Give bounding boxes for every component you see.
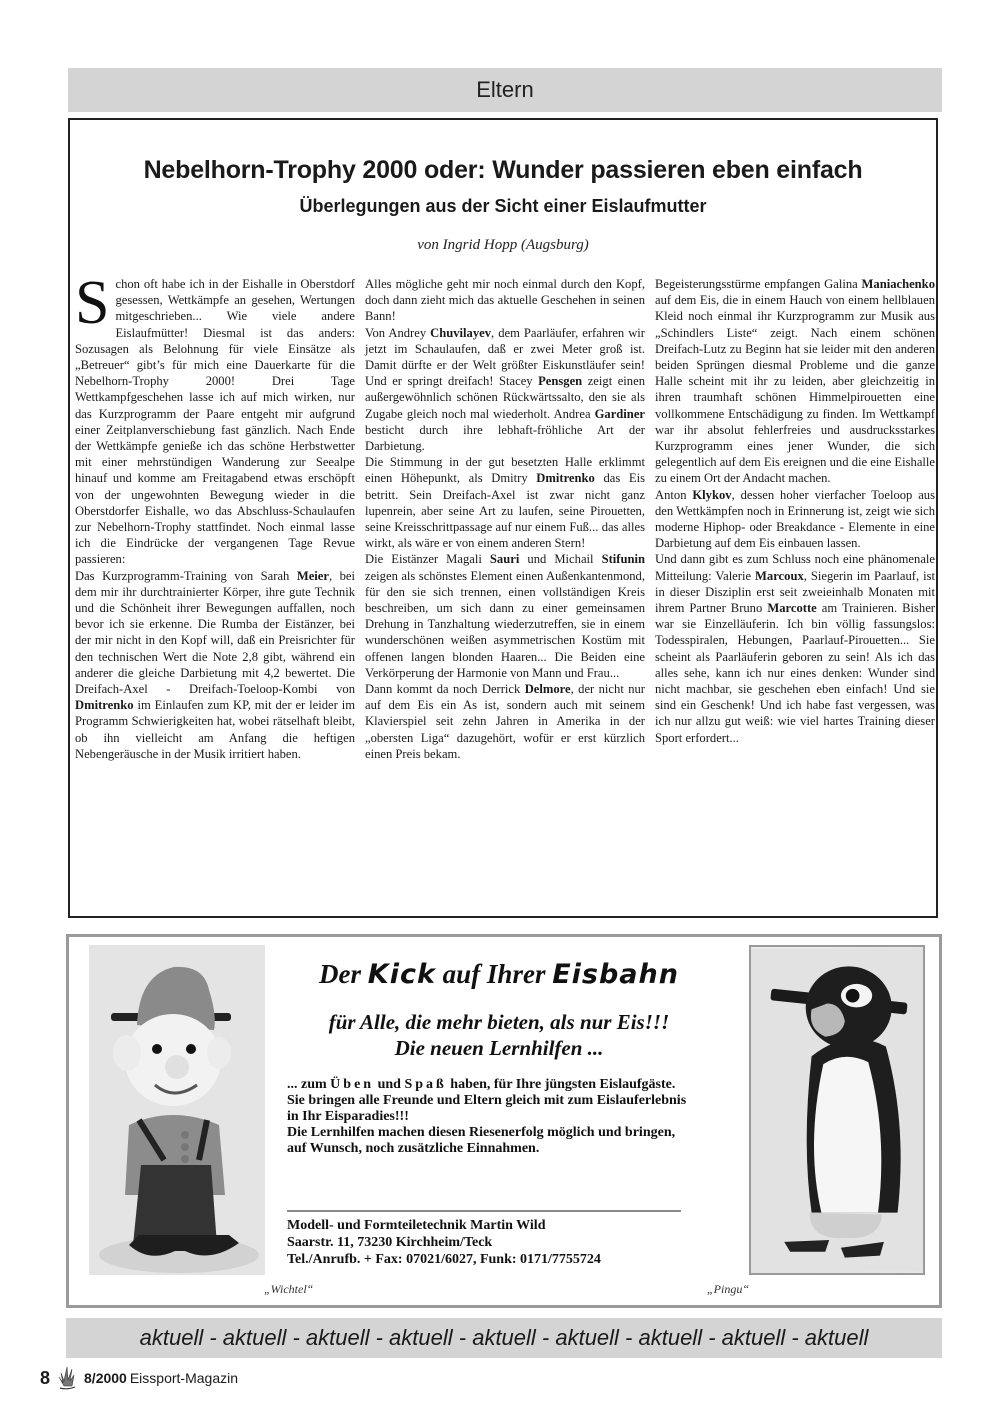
- ad-body: [287, 1077, 687, 1157]
- text-run: , dem Paarläufer, erfahren wir jetzt im Schaulaufen, daß er zwei Meter groß ist. Damit dürfte er der Welt größter Eiskunstläufer sein! Und er springt dreifach! Stacey: [365, 325, 646, 389]
- article-paragraph: [655, 551, 935, 745]
- skater-name: Gardiner: [594, 406, 645, 421]
- text-run: und Michail: [519, 552, 602, 567]
- ad-body-intro: [287, 1077, 687, 1093]
- magazine-name: Eissport-Magazin: [129, 1370, 238, 1386]
- article: [68, 118, 938, 918]
- text-run: im Einlaufen zum KP, mit der er leider im Programm Schwierigkeiten hat, wobei rätselhaft bleibt, ob ihn vielleicht am Anfang die heftigen Nebengeräusche in der Musik irritiert haben.: [75, 698, 355, 761]
- skater-name: Dmitrenko: [75, 698, 134, 713]
- ad-headline-der: Der: [319, 959, 362, 989]
- skater-name: Marcoux: [755, 568, 804, 583]
- skater-name: Klykov: [692, 487, 732, 502]
- text-run: Alles mögliche geht mir noch einmal durch den Kopf, doch dann zieht mich das aktuelle Geschehen in seinen Bann!: [365, 277, 645, 324]
- text-run: besticht durch ihre lebhaft-fröhliche Art der Darbietung.: [365, 422, 645, 454]
- photo-caption-wichtel: „Wichtel“: [264, 1282, 314, 1296]
- text-run: , der nicht nur auf dem Eis ein As ist, sondern auch mit seinem Klavierspiel seit zehn Jahren in Amerika in der „obersten Liga“ dazugehört, wofür er erst kürzlich einen Preis bekam.: [365, 682, 645, 761]
- ad-tagline-line-2: Die neuen Lernhilfen ...: [394, 1036, 604, 1060]
- ad-body-intro-uben: Üben: [330, 1077, 375, 1092]
- ad-headline: [269, 959, 729, 990]
- text-run: Dann kommt da noch Derrick: [365, 682, 525, 697]
- ad-headline-kick: Kick: [367, 959, 436, 990]
- text-run: Das Kurzprogramm-Training von Sarah: [75, 568, 297, 583]
- ad-contact-phone: Tel./Anrufb. + Fax: 07021/6027, Funk: 0171/7755724: [287, 1252, 601, 1267]
- article-column: [365, 276, 645, 762]
- text-run: Von Andrey: [365, 325, 431, 340]
- skater-name: Delmore: [524, 682, 571, 697]
- ad-headline-middle: auf Ihrer: [442, 959, 546, 989]
- skater-name: Maniachenko: [861, 277, 935, 291]
- gnome-figure-image: [89, 945, 265, 1275]
- text-run: Begeisterungsstürme empfangen Galina: [655, 277, 862, 291]
- text-run: Die Eistänzer Magali: [365, 552, 490, 567]
- article-paragraph: [365, 454, 645, 551]
- article-byline: von Ingrid Hopp (Augsburg): [417, 237, 589, 253]
- text-run: das Eis betritt. Sein Dreifach-Axel ist zwar nicht ganz lupenrein, aber seine Art zu laufen, seine Pirouetten, seine Kreisschrittpassage auf nur einem Fuß... das alles wirkt, als wäre er von einem anderen Stern!: [365, 471, 645, 551]
- ad-contact-company: Modell- und Formteiletechnik Martin Wild: [287, 1218, 546, 1233]
- section-title: Eltern: [476, 77, 534, 102]
- drop-cap: S: [75, 269, 110, 337]
- article-paragraph: [655, 276, 935, 487]
- article-headline: Nebelhorn-Trophy 2000 oder: Wunder passieren eben einfach: [143, 156, 863, 184]
- skater-name: Chuvilayev: [430, 325, 492, 340]
- article-paragraph: [365, 681, 645, 762]
- text-run: am Trainieren. Bisher war sie Einzelläuferin. Ich bin völlig fassungslos: Todesspiralen, Hebungen, Paarlauf-Pirouetten... Sie scheint als Paarläuferin geboren zu sein! Als ich das alles sehe, kann ich nur eines denken: Wunder sind nicht machbar, sie geschehen eben einfach! Und sie sind ein Geschenk! Und ich habe fast vergessen, was ich nur allzu gut weiß: wie viel hartes Training dieser Sport erfordert...: [655, 601, 935, 745]
- photo-caption-pingu: „Pingu“: [706, 1282, 749, 1296]
- ad-body-intro-und: und: [377, 1077, 401, 1092]
- skater-name: Meier: [296, 568, 329, 583]
- issue-number: 8/2000: [84, 1370, 127, 1386]
- article-paragraph: [655, 487, 935, 552]
- skater-name: Sauri: [489, 552, 520, 567]
- ticker-bar: [66, 1318, 942, 1358]
- article-paragraph: [365, 276, 645, 325]
- article-paragraph: [75, 269, 355, 568]
- text-run: , bei dem mir ihr durchtrainierter Körper, ihre gute Technik und die Schönheit ihrer Bewegungen auffallen, noch bevor ich sie erkenne. Die Rumba der Eistänzer, bei der mir nicht in den Kopf will, daß ein Preisrichter für den technischen Wert die Note 2,8 gibt, während ein anderer die gleiche Darbietung mit 4,2 bewertet. Die Dreifach-Axel - Dreifach-Toeloop-Kombi von: [75, 568, 355, 697]
- text-run: zeigen als schönstes Element einen Außenkantenmond, für den sie sich trennen, einen vollständigen Kreis beschreiben, um sich dann zu einer gemeinsamen Drehung in Tanzhaltung wiederzutreffen, sie in einem wunderschönen weißen asymmetrischen Kostüm mit offenen langen blonden Haaren... Die Beiden eine Verkörperung der Harmonie von Mann und Frau...: [365, 568, 645, 680]
- penguin-figure-photo: [749, 945, 925, 1275]
- text-run: , Siegerin im Paarlauf, ist in dieser Disziplin erst seit zweieinhalb Monaten mit ihrem Partner Bruno: [655, 568, 935, 616]
- ad-body-intro-suffix: haben, für Ihre jüngsten Eislaufgäste.: [450, 1077, 676, 1092]
- skater-name: Stifunin: [601, 552, 645, 567]
- skater-name: Marcotte: [767, 601, 817, 616]
- page-number: 8: [40, 1367, 51, 1388]
- ad-body-intro-prefix: ... zum: [287, 1077, 327, 1092]
- ad-divider: [287, 1210, 681, 1212]
- text-run: Und dann gibt es zum Schluss noch eine phänomenale Mitteilung: Valerie: [655, 552, 935, 583]
- article-column: [75, 269, 355, 762]
- article-column: [655, 276, 935, 762]
- article-subheadline: Überlegungen aus der Sicht einer Eislaufmutter: [299, 196, 707, 216]
- ad-body-paragraph-2: Sie bringen alle Freunde und Eltern gleich mit zum Eislauferlebnis in Ihr Eisparadies!!!: [287, 1093, 687, 1124]
- ad-tagline-line-1: für Alle, die mehr bieten, als nur Eis!!!: [328, 1010, 670, 1034]
- text-run: auf dem Eis, die in einem Hauch von einem hellblauen Kleid noch einmal ihr Kurzprogramm zur Musik aus „Schindlers Liste“ zeigt. Nach einem schönen Dreifach-Lutz zu Beginn hat sie leider mit den anderen beiden Sprüngen diesmal Probleme und die ganze Halle scheint mit ihr zu leiden, aber gleichzeitig in ihren traumhaft schönen Himmelpirouetten eine vollkommene Entschädigung zu finden. Im Wettkampf war ihr absolut fehlerfreies und ausdrucksstarkes Kurzprogramm eines jener Wunder, die sich gelegentlich auf dem Eis ereignen und die eine Eishalle zu einem Ort der Andacht machen.: [655, 293, 935, 486]
- text-run: chon oft habe ich in der Eishalle in Oberstdorf gesessen, Wettkämpfe an gesehen, Wertungen mitgeschrieben... Wie viele andere Eislaufmütter! Diesmal ist das anders: Sozusagen als Belohnung für viele Einsätze als „Betreuer“ gibt’s für mich eine Dauerkarte für die Nebelhorn-Trophy 2000! Drei Tage Wettkampfgeschehen lasse ich auf mich wirken, nur das Kurzprogramm der Paare entgeht mir aufgrund einer Zeitplanverschiebung fast gänzlich. Nach Ende der Wettkämpfe genieße ich das schöne Herbstwetter mit einer mehrstündigen Wanderung zur Seealpe hinauf und komme am Freitagabend etwas erschöpft von der ungewohnten Bewegung wieder in die Oberstdorfer Eishalle, wo das Abschluss-Schaulaufen zur Nebelhorn-Trophy stattfindet. Noch einmal lasse ich die Eindrücke der vergangenen Tage Revue passieren:: [75, 277, 355, 567]
- article-columns: [75, 269, 935, 762]
- penguin-figure-image: [751, 947, 923, 1273]
- ad-contact: [287, 1217, 717, 1268]
- text-run: Anton: [655, 487, 693, 502]
- text-run: , dessen hoher vierfacher Toeloop aus den Wettkämpfen noch in Erinnerung ist, zeigt wie sich moderne Hiphop- oder Breakdance - Elemente in eine Darbietung auf dem Eis einbauen lassen.: [655, 487, 935, 551]
- article-paragraph: [365, 325, 645, 455]
- gnome-figure-photo: [89, 945, 265, 1275]
- text-run: Die Stimmung in der gut besetzten Halle erklimmt einen Höhepunkt, als Dmitry: [365, 455, 645, 486]
- ticker-text: aktuell - aktuell - aktuell - aktuell - aktuell - aktuell - aktuell - aktuell - aktuell: [139, 1325, 869, 1350]
- ad-headline-eisbahn: Eisbahn: [552, 959, 679, 990]
- article-paragraph: [75, 568, 355, 762]
- section-header: [68, 68, 942, 112]
- text-run: zeigt einen außergewöhnlich schönen Rückwärtssalto, den sie als Zugabe gleich noch mal wiederholt. Andrea: [365, 374, 645, 421]
- skater-name: Dmitrenko: [536, 471, 595, 486]
- ad-body-intro-spass: Spaß: [404, 1077, 447, 1092]
- ad-body-paragraph-3: Die Lernhilfen machen diesen Riesenerfolg möglich und bringen, auf Wunsch, noch zusätzliche Einnahmen.: [287, 1125, 676, 1156]
- skater-name: Pensgen: [538, 374, 583, 389]
- ad-tagline: [269, 1009, 729, 1061]
- skater-logo-icon: [56, 1365, 78, 1391]
- ad-contact-address: Saarstr. 11, 73230 Kirchheim/Teck: [287, 1235, 493, 1250]
- article-paragraph: [365, 551, 645, 681]
- page-footer: [40, 1365, 238, 1391]
- advertisement: [66, 934, 942, 1308]
